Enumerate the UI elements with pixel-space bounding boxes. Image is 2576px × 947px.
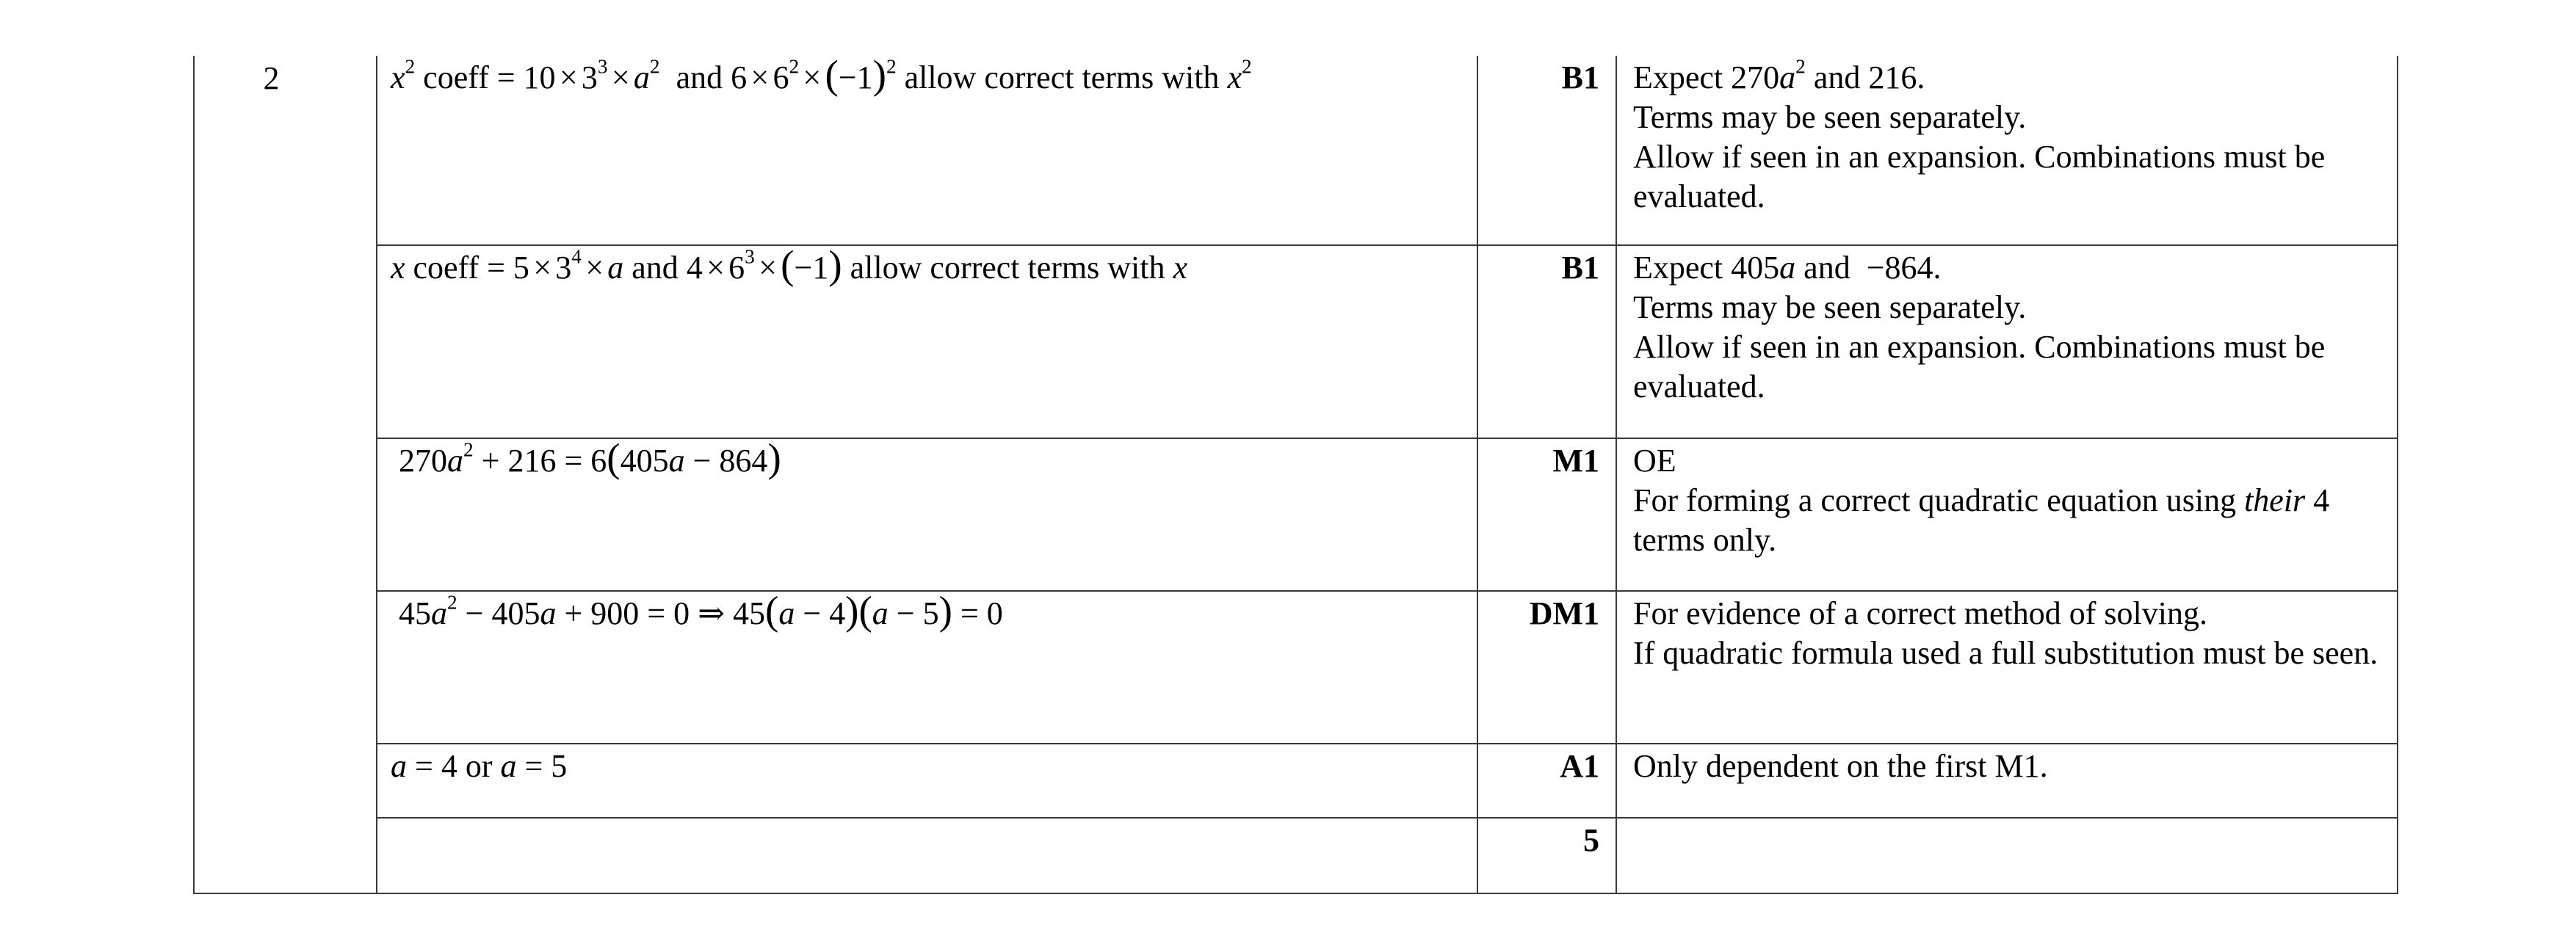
guidance-text: Expect $270a^2$ and 216. Terms may be seen separately. Allow if seen in an expansion. Combinations must be evaluated. — [1633, 55, 2326, 214]
total-marks: 5 — [1583, 822, 1599, 858]
answer-cell — [377, 818, 1477, 893]
guidance-cell — [1616, 56, 2398, 245]
answer-text: $270a^2 + 216 = 6(405a - 864)$ — [399, 435, 781, 480]
answer-text: x coeff = $5 \times 3^4 \times a$ and $4 \times 6^3 \times(-1)$ allow correct terms with x — [391, 242, 1188, 287]
guidance-text: Expect 405a and −864. Terms may be seen separately. Allow if seen in an expansion. Combinations must be evaluated. — [1633, 250, 2326, 404]
table-row — [194, 591, 2398, 744]
mark-code: B1 — [1561, 250, 1599, 286]
answer-text: $x^2$ coeff = $10 \times 3^3 \times a^2$ and $6 \times 6^2 \times(-1)^2$ allow correct terms with $x^2$ — [391, 52, 1252, 97]
answer-cell — [377, 52, 1477, 245]
table-row — [194, 245, 2398, 438]
answer-cell — [377, 744, 1477, 818]
table-row — [194, 818, 2398, 893]
mark-code: DM1 — [1529, 595, 1599, 631]
guidance-cell — [1616, 591, 2398, 744]
mark-code: M1 — [1552, 443, 1599, 479]
table-row — [194, 744, 2398, 818]
mark-cell — [1477, 818, 1616, 893]
mark-cell — [1477, 591, 1616, 744]
answer-cell — [377, 588, 1477, 744]
answer-cell — [377, 435, 1477, 591]
mark-scheme-table — [193, 52, 2398, 894]
guidance-text: For evidence of a correct method of solving. If quadratic formula used a full substitution must be seen. — [1633, 595, 2378, 671]
mark-code: B1 — [1561, 59, 1599, 95]
answer-text: $45a^2 - 405a + 900 = 0$ ⇒ 45(a − 4)(a − 5) = 0 — [399, 588, 1003, 633]
mark-cell — [1477, 744, 1616, 818]
question-number: 2 — [263, 60, 280, 96]
guidance-cell — [1616, 245, 2398, 438]
answer-cell — [377, 242, 1477, 438]
mark-code: A1 — [1560, 748, 1599, 784]
guidance-text: OE For forming a correct quadratic equation using their 4 terms only. — [1633, 443, 2330, 558]
table-row — [194, 56, 2398, 245]
mark-cell — [1477, 245, 1616, 438]
answer-text: a = 4 or a = 5 — [391, 748, 568, 784]
guidance-cell — [1616, 818, 2398, 893]
guidance-cell — [1616, 438, 2398, 591]
mark-cell — [1477, 438, 1616, 591]
guidance-cell — [1616, 744, 2398, 818]
question-number-cell — [194, 56, 377, 893]
mark-cell — [1477, 56, 1616, 245]
table-row — [194, 438, 2398, 591]
guidance-text: Only dependent on the first M1. — [1633, 748, 2048, 784]
